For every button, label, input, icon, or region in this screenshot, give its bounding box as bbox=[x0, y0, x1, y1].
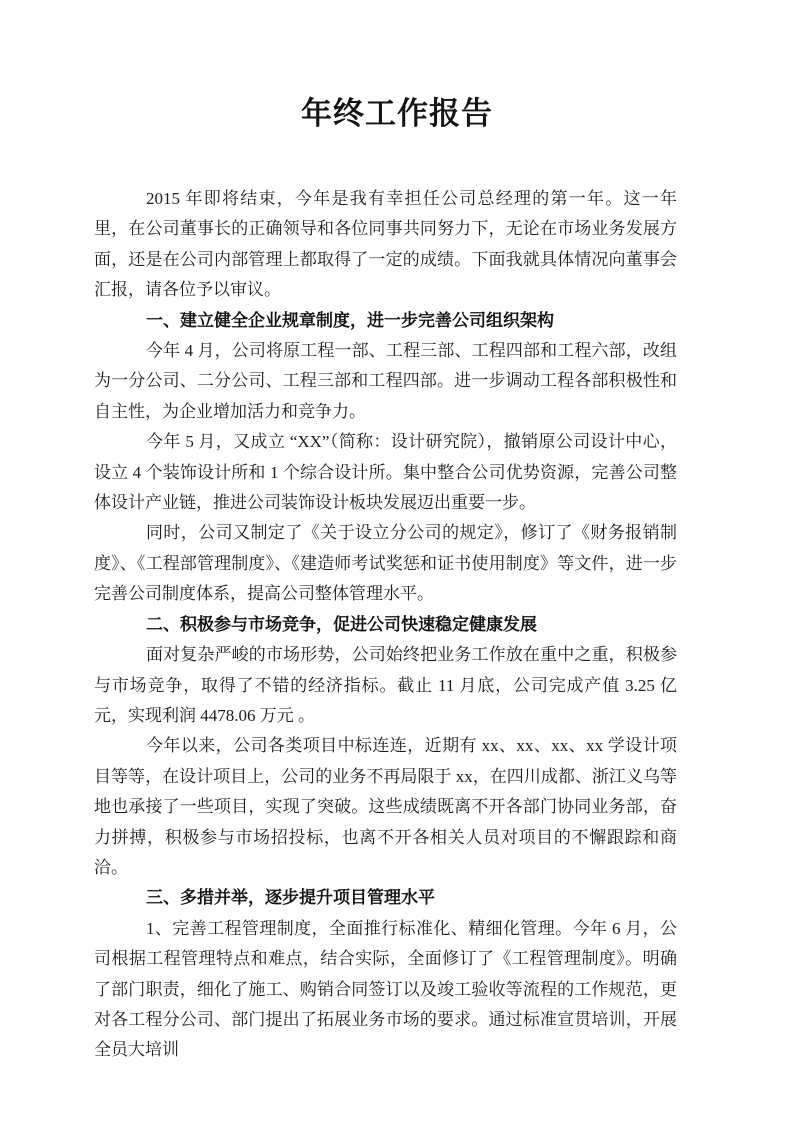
document-body bbox=[94, 184, 677, 1066]
section-heading-2: 二、积极参与市场竞争，促进公司快速稳定健康发展 bbox=[146, 614, 537, 634]
paragraph-project-management: 1、完善工程管理制度，全面推行标准化、精细化管理。今年 6 月，公司根据工程管理特点和难点，结合实际，全面修订了《工程管理制度》。明确了部门职责，细化了施工、购销合同签订以及竣工验收等流程的工作规范，更对各工程分公司、部门提出了拓展业务市场的要求。通过标准宣贯培训，开展全员大培训 bbox=[94, 918, 677, 1060]
section-heading-1: 一、建立健全企业规章制度，进一步完善公司组织架构 bbox=[146, 310, 554, 330]
document-title: 年终工作报告 bbox=[301, 96, 493, 131]
paragraph-design-institute: 今年 5 月，又成立 “XX”（简称：设计研究院），撤销原公司设计中心，设立 4 个装饰设计所和 1 个综合设计所。集中整合公司优势资源，完善公司整体设计产业链，推进公司装饰设计板块发展迈出重要一步。 bbox=[94, 432, 677, 513]
paragraph-reorganization: 今年 4 月，公司将原工程一部、工程三部、工程四部和工程六部，改组为一分公司、二分公司、工程三部和工程四部。进一步调动工程各部积极性和自主性，为企业增加活力和竞争力。 bbox=[94, 341, 677, 421]
section-heading-3: 三、多措并举，逐步提升项目管理水平 bbox=[146, 888, 435, 908]
paragraph-regulations: 同时，公司又制定了《关于设立分公司的规定》，修订了《财务报销制度》、《工程部管理制度》、《建造师考试奖惩和证书使用制度》等文件，进一步完善公司制度体系，提高公司整体管理水平。 bbox=[94, 523, 677, 604]
paragraph-market-results: 面对复杂严峻的市场形势，公司始终把业务工作放在重中之重，积极参与市场竞争，取得了不错的经济指标。截止 11 月底，公司完成产值 3.25 亿元，实现利润 4478.06 万元 。 bbox=[94, 645, 677, 725]
paragraph-intro: 2015 年即将结束，今年是我有幸担任公司总经理的第一年。这一年里，在公司董事长的正确领导和各位同事共同努力下，无论在市场业务发展方面，还是在公司内部管理上都取得了一定的成绩。下面我就具体情况向董事会汇报，请各位予以审议。 bbox=[94, 189, 677, 300]
paragraph-project-wins: 今年以来，公司各类项目中标连连，近期有 xx、xx、xx、xx 学设计项目等等，在设计项目上，公司的业务不再局限于 xx，在四川成都、浙江义乌等地也承接了一些项目，实现了突破。这些成绩既离不开各部门协同业务部，奋力拼搏，积极参与市场招投标，也离不开各相关人员对项目的不懈跟踪和商洽。 bbox=[94, 736, 677, 877]
